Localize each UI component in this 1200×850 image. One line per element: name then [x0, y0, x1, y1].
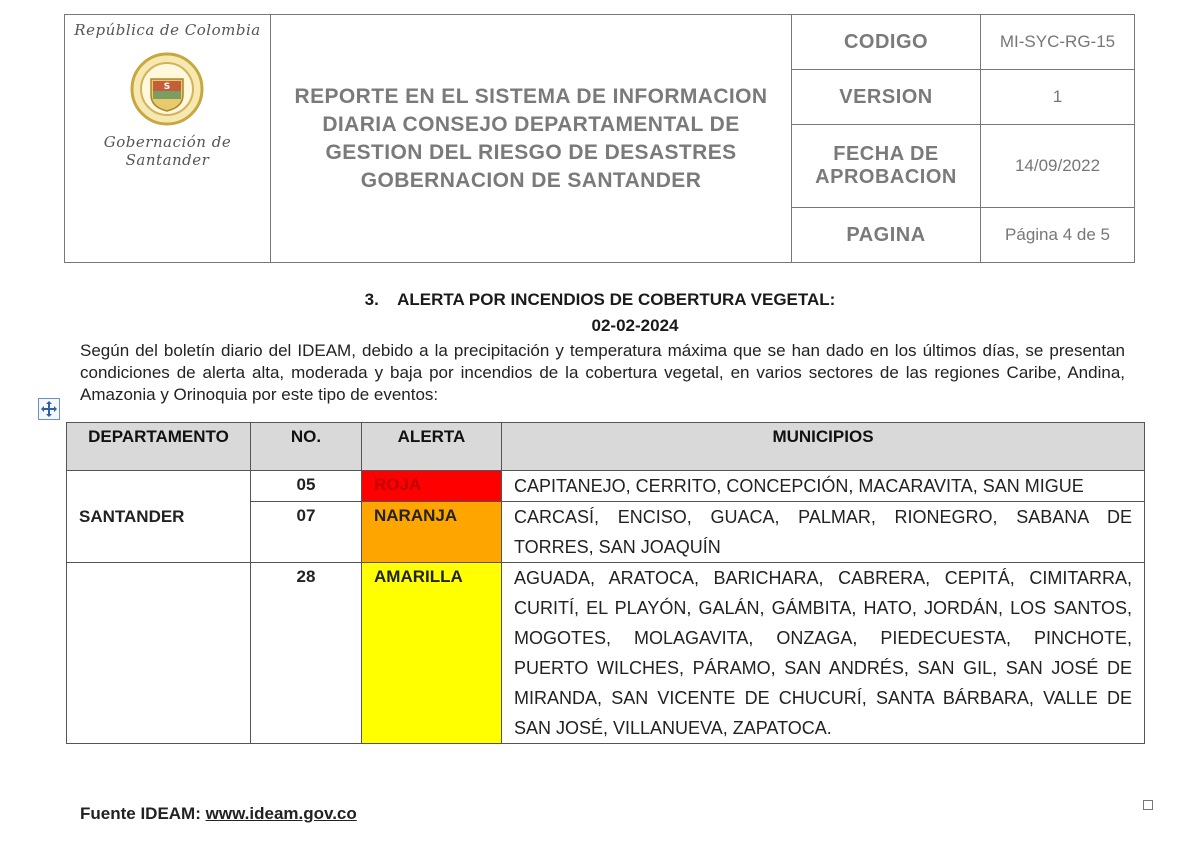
section-number: 3. [364, 290, 379, 309]
section-title-text: ALERTA POR INCENDIOS DE COBERTURA VEGETAL: [397, 290, 836, 309]
codigo-value: MI-SYC-RG-15 [981, 15, 1135, 70]
department-cell: SANTANDER [67, 471, 251, 563]
version-label: VERSION [792, 70, 981, 125]
move-arrows-icon [39, 399, 59, 419]
table-row [67, 471, 1145, 502]
alert-level-amarilla: AMARILLA [362, 563, 502, 744]
fecha-label [792, 125, 981, 208]
section-title [0, 290, 1200, 310]
title-line-2: DIARIA CONSEJO DEPARTAMENTAL DE [322, 112, 740, 136]
table-resize-icon[interactable] [1143, 800, 1153, 810]
department-cell-empty [67, 563, 251, 744]
pagina-label: PAGINA [792, 208, 981, 263]
intro-paragraph: Según del boletín diario del IDEAM, debido a la precipitación y temperatura máxima que se han dado en los últimos días, se presentan condiciones de alerta alta, moderada y baja por incendios de la cobertura vegetal, en varios sectores de las regiones Caribe, Andina, Amazonia y Orinoquia por este tipo de eventos: [80, 341, 1125, 404]
header-no: NO. [251, 423, 362, 471]
header-municipios: MUNICIPIOS [502, 423, 1145, 471]
logo-cell [65, 15, 271, 263]
fecha-label-line-1: FECHA DE [833, 143, 939, 165]
alert-level-roja: ROJA [362, 471, 502, 502]
fecha-value: 14/09/2022 [981, 125, 1135, 208]
source-link[interactable]: www.ideam.gov.co [205, 804, 357, 823]
source-label: Fuente IDEAM: [80, 804, 201, 823]
table-move-icon[interactable] [38, 398, 60, 420]
header-departamento: DEPARTAMENTO [67, 423, 251, 471]
table-header-row [67, 423, 1145, 471]
alert-table [66, 422, 1145, 744]
fecha-label-line-2: APROBACION [815, 166, 957, 188]
header-alerta: ALERTA [362, 423, 502, 471]
title-line-3: GESTION DEL RIESGO DE DESASTRES [325, 140, 737, 164]
codigo-label: CODIGO [792, 15, 981, 70]
title-line-1: REPORTE EN EL SISTEMA DE INFORMACION [294, 84, 768, 108]
municipios-cell: CARCASÍ, ENCISO, GUACA, PALMAR, RIONEGRO, SABANA DE TORRES, SAN JOAQUÍN [502, 502, 1145, 563]
municipios-cell: CAPITANEJO, CERRITO, CONCEPCIÓN, MACARAVITA, SAN MIGUE [502, 471, 1145, 502]
document-title [271, 15, 792, 263]
document-header [64, 14, 1135, 263]
seal-letter: S [163, 82, 171, 92]
pagina-value: Página 4 de 5 [981, 208, 1135, 263]
section-date: 02-02-2024 [591, 316, 679, 335]
row-number: 07 [251, 502, 362, 563]
alert-level-naranja: NARANJA [362, 502, 502, 563]
logo-top-text: República de Colombia [74, 21, 261, 39]
row-number: 28 [251, 563, 362, 744]
logo-bottom-text: Gobernación de Santander [103, 133, 232, 169]
source-note [80, 804, 357, 824]
title-line-4: GOBERNACION DE SANTANDER [360, 168, 702, 192]
municipios-cell: AGUADA, ARATOCA, BARICHARA, CABRERA, CEPITÁ, CIMITARRA, CURITÍ, EL PLAYÓN, GALÁN, GÁMBITA, HATO, JORDÁN, LOS SANTOS, MOGOTES, MOLAGAVITA, ONZAGA, PIEDECUESTA, PINCHOTE, PUERTO WILCHES, PÁRAMO, SAN ANDRÉS, SAN GIL, SAN JOSÉ DE MIRANDA, SAN VICENTE DE CHUCURÍ, SANTA BÁRBARA, VALLE DE SAN JOSÉ, VILLANUEVA, ZAPATOCA. [502, 563, 1145, 744]
table-row [67, 563, 1145, 744]
version-value: 1 [981, 70, 1135, 125]
department-seal-icon [129, 51, 205, 127]
row-number: 05 [251, 471, 362, 502]
